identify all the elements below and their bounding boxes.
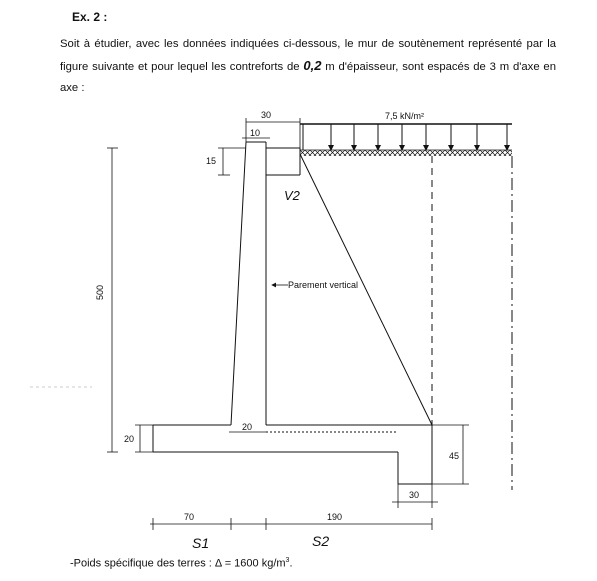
load-label: 7,5 kN/m² — [385, 111, 425, 121]
dim-top-30-label: 30 — [261, 110, 272, 120]
dim-70-label: 70 — [184, 512, 195, 522]
hand-v: V2 — [284, 188, 300, 203]
dim-20-inner-label: 20 — [242, 422, 253, 432]
parement-label: Parement vertical — [288, 280, 359, 290]
handwritten-thickness: 0,2 — [303, 58, 322, 73]
dim-45-label: 45 — [449, 451, 460, 461]
distributed-load — [300, 111, 512, 150]
dim-30-bottom-label: 30 — [409, 490, 420, 500]
dim-20-left — [135, 425, 153, 452]
soil-surface-hatch — [300, 150, 512, 156]
hand-s1: S1 — [192, 535, 210, 551]
dim-190-label: 190 — [327, 512, 343, 522]
footer-text: -Poids spécifique des terres : Δ = 1600 kg/m — [70, 557, 286, 570]
dim-20-left-label: 20 — [124, 434, 135, 444]
dim-500-label: 500 — [95, 284, 105, 300]
footer-note — [70, 557, 293, 570]
dim-15 — [218, 148, 246, 175]
dim-15-label: 15 — [206, 156, 217, 166]
dim-500 — [107, 148, 118, 452]
hand-s2: S2 — [312, 533, 330, 549]
base-slab — [153, 425, 432, 484]
exercise-title: Ex. 2 : — [72, 10, 108, 24]
footer-suffix: . — [289, 557, 293, 570]
footer-sup: 3 — [285, 557, 290, 564]
statement-part1: Soit à étudier, avec les données indiquées ci-dessous, le mur de soutènement représenté par la figure suivante et pour lequel les contreforts de — [60, 38, 556, 73]
statement-part2: m d'épaisseur, sont espacés de 3 m d'axe en axe : — [60, 61, 556, 94]
dim-top-10-label: 10 — [250, 128, 261, 138]
